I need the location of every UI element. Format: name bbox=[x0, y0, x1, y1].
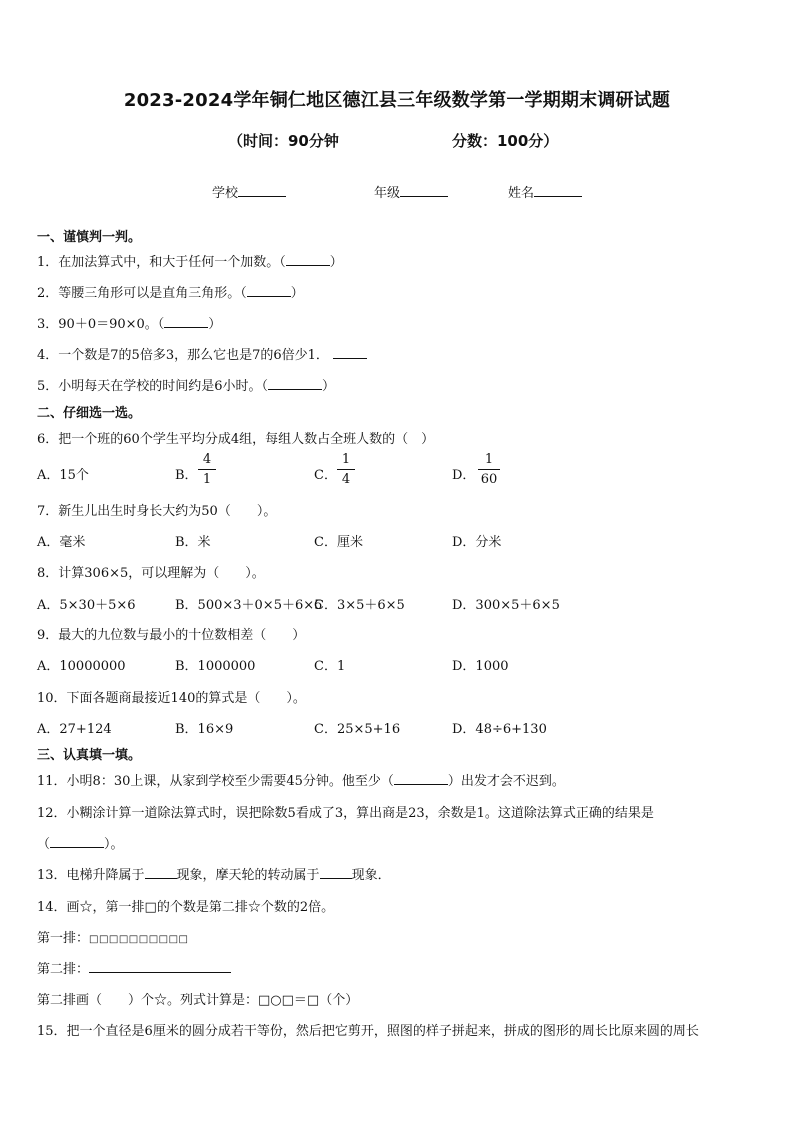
numerator: 1 bbox=[341, 452, 351, 467]
option-d-fraction bbox=[476, 452, 502, 487]
question-text: （ bbox=[37, 837, 51, 852]
row-1-boxes: □□□□□□□□□□ bbox=[89, 934, 189, 945]
question-3 bbox=[37, 313, 221, 332]
option-b[interactable]: B．16×9 bbox=[175, 722, 234, 737]
question-text: 11．小明8：30上课，从家到学校至少需要45分钟。他至少（ bbox=[37, 774, 394, 789]
denominator: 4 bbox=[341, 472, 351, 487]
question-6: 6．把一个班的60个学生平均分成4组，每组人数占全班人数的（ ） bbox=[37, 432, 435, 447]
question-text: 4．一个数是7的5倍多3，那么它也是7的6倍少1． bbox=[37, 348, 329, 363]
option-b[interactable]: B．米 bbox=[175, 535, 211, 550]
grade-blank[interactable] bbox=[400, 184, 448, 197]
row-1 bbox=[37, 927, 189, 946]
question-text: 2．等腰三角形可以是直角三角形。（ bbox=[37, 286, 247, 301]
option-a[interactable]: A．5×30＋5×6 bbox=[37, 598, 136, 613]
question-11 bbox=[37, 770, 565, 789]
question-text-end: ）。 bbox=[104, 837, 124, 852]
question-text-end: 现象． bbox=[351, 868, 391, 883]
fraction-bar bbox=[198, 469, 216, 470]
option-a[interactable]: A．27+124 bbox=[37, 722, 112, 737]
row-3: 第二排画（ ）个☆。列式计算是：□○□＝□（个） bbox=[37, 993, 359, 1008]
numerator: 4 bbox=[202, 452, 212, 467]
question-text: 1．在加法算式中，和大于任何一个加数。（ bbox=[37, 255, 286, 270]
denominator: 1 bbox=[202, 472, 212, 487]
name-label: 姓名 bbox=[508, 186, 535, 201]
grade-label: 年级 bbox=[374, 186, 401, 201]
exam-time: （时间：90分钟 bbox=[228, 132, 339, 150]
option-a[interactable]: A．15个 bbox=[37, 468, 89, 483]
answer-blank[interactable] bbox=[50, 835, 104, 848]
question-4 bbox=[37, 344, 367, 363]
answer-blank-2[interactable] bbox=[320, 866, 352, 879]
question-text: 13．电梯升降属于 bbox=[37, 868, 145, 883]
option-a[interactable]: A．毫米 bbox=[37, 535, 86, 550]
option-c[interactable]: C．3×5＋6×5 bbox=[314, 598, 405, 613]
option-c-label[interactable]: C． bbox=[314, 468, 337, 483]
option-c[interactable]: C．1 bbox=[314, 659, 346, 674]
question-7: 7．新生儿出生时身长大约为50（ ）。 bbox=[37, 504, 277, 519]
answer-blank[interactable] bbox=[268, 377, 322, 390]
question-text-end: ）出发才会不迟到。 bbox=[447, 774, 565, 789]
answer-blank-1[interactable] bbox=[145, 866, 177, 879]
question-12-answer bbox=[37, 833, 124, 852]
question-8: 8．计算306×5，可以理解为（ ）。 bbox=[37, 566, 265, 581]
answer-blank[interactable] bbox=[247, 284, 291, 297]
row-2-label: 第二排： bbox=[37, 962, 90, 977]
question-2 bbox=[37, 282, 304, 301]
row-2 bbox=[37, 958, 231, 977]
option-b-label[interactable]: B． bbox=[175, 468, 198, 483]
school-blank[interactable] bbox=[238, 184, 286, 197]
question-9: 9．最大的九位数与最小的十位数相差（ ） bbox=[37, 628, 306, 643]
option-b[interactable]: B．500×3＋0×5＋6×5 bbox=[175, 598, 323, 613]
question-14: 14．画☆，第一排□的个数是第二排☆个数的2倍。 bbox=[37, 900, 335, 915]
exam-score: 分数：100分） bbox=[452, 132, 559, 150]
question-text-end: ） bbox=[322, 379, 336, 394]
row-1-label: 第一排： bbox=[37, 931, 90, 946]
question-12: 12．小糊涂计算一道除法算式时，误把除数5看成了3，算出商是23，余数是1。这道除法算式正确的结果是 bbox=[37, 806, 654, 821]
section-heading-fill: 三、认真填一填。 bbox=[37, 748, 142, 763]
answer-blank[interactable] bbox=[286, 253, 330, 266]
question-1 bbox=[37, 251, 343, 270]
option-c-fraction bbox=[335, 452, 357, 487]
option-a[interactable]: A．10000000 bbox=[37, 659, 126, 674]
question-text: 3．90＋0＝90×0。（ bbox=[37, 317, 165, 332]
grade-field[interactable] bbox=[374, 182, 448, 201]
answer-blank[interactable] bbox=[164, 315, 208, 328]
denominator: 60 bbox=[480, 472, 498, 487]
option-c[interactable]: C．厘米 bbox=[314, 535, 363, 550]
question-text-end: ） bbox=[208, 317, 222, 332]
name-field[interactable] bbox=[508, 182, 582, 201]
question-text-end: ） bbox=[290, 286, 304, 301]
section-heading-choice: 二、仔细选一选。 bbox=[37, 406, 142, 421]
option-d[interactable]: D．300×5＋6×5 bbox=[452, 598, 560, 613]
fraction-bar bbox=[478, 469, 500, 470]
drawing-blank[interactable] bbox=[89, 960, 231, 973]
option-c[interactable]: C．25×5+16 bbox=[314, 722, 401, 737]
school-label: 学校 bbox=[212, 186, 239, 201]
option-d[interactable]: D．48÷6+130 bbox=[452, 722, 547, 737]
numerator: 1 bbox=[484, 452, 494, 467]
option-d[interactable]: D．1000 bbox=[452, 659, 509, 674]
name-blank[interactable] bbox=[534, 184, 582, 197]
option-b[interactable]: B．1000000 bbox=[175, 659, 256, 674]
section-heading-judge: 一、谨慎判一判。 bbox=[37, 230, 142, 245]
fraction-bar bbox=[337, 469, 355, 470]
option-d[interactable]: D．分米 bbox=[452, 535, 502, 550]
school-field[interactable] bbox=[212, 182, 286, 201]
question-10: 10．下面各题商最接近140的算式是（ ）。 bbox=[37, 691, 306, 706]
option-b-fraction bbox=[196, 452, 218, 487]
question-13 bbox=[37, 864, 391, 883]
page-title: 2023-2024学年铜仁地区德江县三年级数学第一学期期末调研试题 bbox=[123, 90, 671, 111]
option-d-label[interactable]: D． bbox=[452, 468, 476, 483]
question-5 bbox=[37, 375, 335, 394]
question-text-mid: 现象，摩天轮的转动属于 bbox=[176, 868, 320, 883]
question-text-end: ） bbox=[329, 255, 343, 270]
answer-blank[interactable] bbox=[394, 772, 448, 785]
answer-blank[interactable] bbox=[333, 346, 367, 359]
question-15: 15．把一个直径是6厘米的圆分成若干等份，然后把它剪开，照图的样子拼起来，拼成的图形的周长比原来圆的周长 bbox=[37, 1024, 699, 1039]
question-text: 5．小明每天在学校的时间约是6小时。（ bbox=[37, 379, 269, 394]
